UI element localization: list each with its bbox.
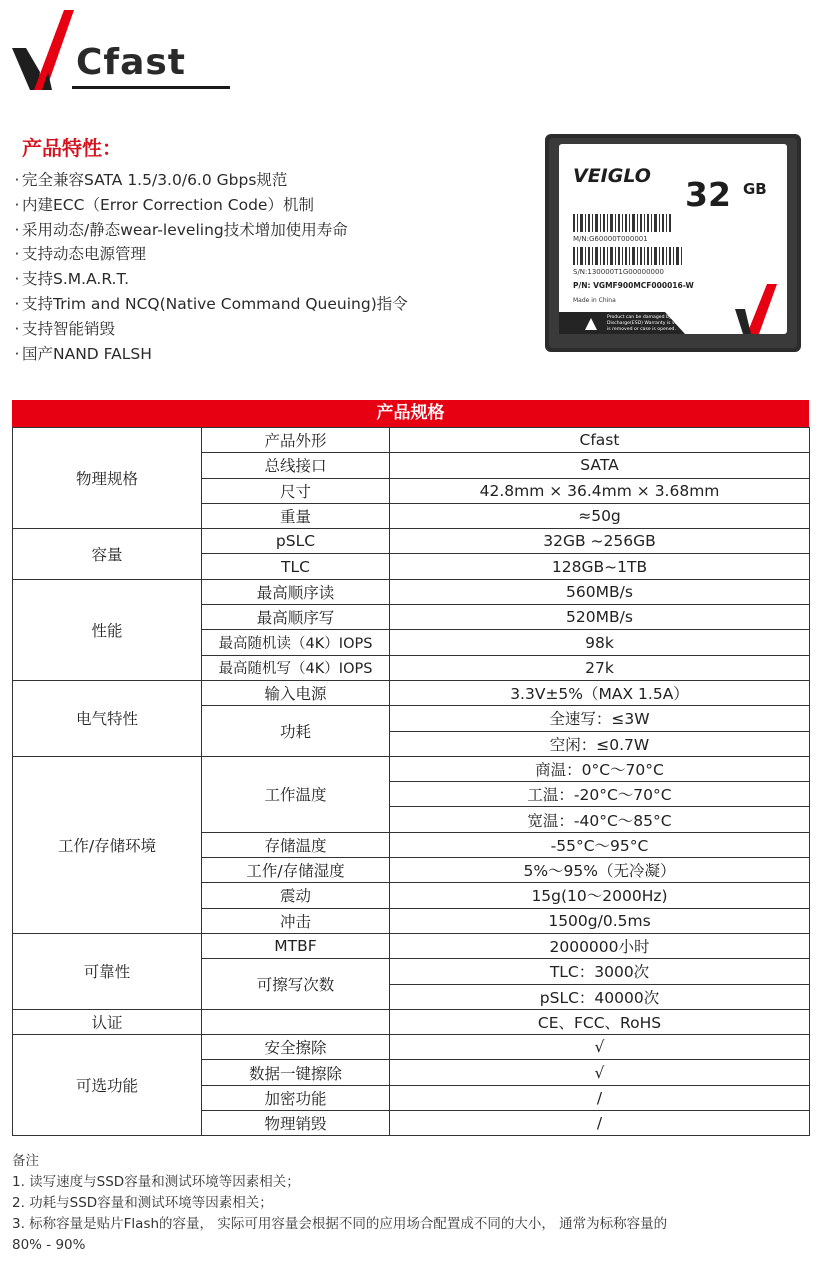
- spec-value: 98k: [390, 630, 810, 655]
- group-optional: 可选功能: [13, 1035, 202, 1136]
- feature-item: · 内建ECC（Error Correction Code）机制: [14, 195, 314, 214]
- spec-value: 2000000小时: [390, 933, 810, 958]
- spec-value: 128GB~1TB: [390, 554, 810, 579]
- spec-label: 尺寸: [202, 478, 390, 503]
- card-capacity: 32: [685, 175, 731, 214]
- spec-label: 震动: [202, 883, 390, 908]
- spec-table: [12, 427, 810, 1136]
- spec-value: 空闲：≤0.7W: [390, 731, 810, 756]
- feature-item: · 采用动态/静态wear-leveling技术增加使用寿命: [14, 220, 348, 239]
- spec-label: 工作温度: [202, 756, 390, 832]
- spec-value: √: [390, 1060, 810, 1085]
- spec-label: 加密功能: [202, 1085, 390, 1110]
- feature-item: · 支持动态电源管理: [14, 245, 147, 264]
- table-row: [13, 933, 810, 958]
- spec-value: 520MB/s: [390, 605, 810, 630]
- spec-label: 冲击: [202, 908, 390, 933]
- feature-item: · 支持Trim and NCQ(Native Command Queuing)指令: [14, 294, 408, 313]
- spec-label: pSLC: [202, 529, 390, 554]
- group-certification: 认证: [13, 1009, 202, 1034]
- spec-label: 数据一键擦除: [202, 1060, 390, 1085]
- spec-value: √: [390, 1035, 810, 1060]
- spec-value: /: [390, 1111, 810, 1136]
- spec-value: /: [390, 1085, 810, 1110]
- group-reliability: 可靠性: [13, 933, 202, 1009]
- group-environment: 工作/存储环境: [13, 756, 202, 933]
- spec-value: TLC：3000次: [390, 959, 810, 984]
- card-pn: P/N: VGMF900MCF000016-W: [573, 281, 694, 290]
- spec-table-title: 产品规格: [12, 400, 809, 427]
- features-list: [12, 168, 408, 366]
- spec-value: 15g(10～2000Hz): [390, 883, 810, 908]
- spec-label: 重量: [202, 503, 390, 528]
- spec-value: 1500g/0.5ms: [390, 908, 810, 933]
- spec-value: ≈50g: [390, 503, 810, 528]
- spec-label: 可擦写次数: [202, 959, 390, 1010]
- title-underline: [72, 86, 230, 89]
- group-physical: 物理规格: [13, 428, 202, 529]
- group-performance: 性能: [13, 579, 202, 680]
- feature-item: · 完全兼容SATA 1.5/3.0/6.0 Gbps规范: [14, 171, 288, 189]
- table-row: [13, 529, 810, 554]
- spec-label: 安全擦除: [202, 1035, 390, 1060]
- card-esd-2: Discharge(ESD) Warranty is void if label: [607, 321, 699, 326]
- spec-label: 最高顺序读: [202, 579, 390, 604]
- card-sn: S/N:130000T1G00000000: [573, 268, 664, 276]
- spec-value: CE、FCC、RoHS: [390, 1009, 810, 1034]
- spec-label: 工作/存储湿度: [202, 858, 390, 883]
- spec-label: 物理销毁: [202, 1111, 390, 1136]
- spec-value: 560MB/s: [390, 579, 810, 604]
- card-mn: M/N:G60000T000001: [573, 235, 648, 243]
- feature-item: · 国产NAND FALSH: [14, 344, 152, 363]
- spec-label: 输入电源: [202, 680, 390, 705]
- spec-value: 42.8mm × 36.4mm × 3.68mm: [390, 478, 810, 503]
- group-capacity: 容量: [13, 529, 202, 580]
- card-capacity-unit: GB: [743, 180, 767, 198]
- note-item: 3. 标称容量是贴片Flash的容量， 实际可用容量会根据不同的应用场合配置成不同的大小， 通常为标称容量的: [12, 1216, 668, 1232]
- features-heading: 产品特性：: [22, 136, 122, 160]
- spec-value: 商温：0°C～70°C: [390, 756, 810, 781]
- product-card-image: [545, 134, 801, 352]
- note-item: 80% - 90%: [12, 1237, 86, 1253]
- spec-value: 32GB ~256GB: [390, 529, 810, 554]
- spec-label: 存储温度: [202, 832, 390, 857]
- group-electrical: 电气特性: [13, 680, 202, 756]
- spec-label: TLC: [202, 554, 390, 579]
- spec-label: 功耗: [202, 706, 390, 757]
- table-row: [13, 1009, 810, 1034]
- spec-label: 最高顺序写: [202, 605, 390, 630]
- card-made: Made in China: [573, 297, 616, 304]
- spec-label: 产品外形: [202, 428, 390, 453]
- spec-label: 最高随机写（4K）IOPS: [202, 655, 390, 680]
- spec-value: Cfast: [390, 428, 810, 453]
- notes-heading: 备注: [12, 1153, 39, 1169]
- table-row: [13, 1035, 810, 1060]
- spec-label: 最高随机读（4K）IOPS: [202, 630, 390, 655]
- spec-value: -55°C～95°C: [390, 832, 810, 857]
- page-title: Cfast: [76, 42, 187, 83]
- note-item: 1. 读写速度与SSD容量和测试环境等因素相关；: [12, 1174, 300, 1190]
- table-row: [13, 579, 810, 604]
- spec-value: SATA: [390, 453, 810, 478]
- table-row: [13, 428, 810, 453]
- feature-item: · 支持S.M.A.R.T.: [14, 270, 130, 289]
- spec-value: 宽温：-40°C～85°C: [390, 807, 810, 832]
- card-esd-1: Product can be damaged by Electrostatic: [607, 315, 702, 320]
- card-esd-3: is removed or case is opened.: [607, 327, 676, 332]
- spec-label-empty: [202, 1009, 390, 1034]
- feature-item: · 支持智能销毁: [14, 319, 116, 338]
- spec-value: 5%～95%（无冷凝）: [390, 858, 810, 883]
- spec-value: pSLC：40000次: [390, 984, 810, 1009]
- spec-label: MTBF: [202, 933, 390, 958]
- spec-value: 27k: [390, 655, 810, 680]
- notes-section: [12, 1151, 822, 1256]
- table-row: [13, 756, 810, 781]
- spec-value: 工温：-20°C～70°C: [390, 782, 810, 807]
- spec-label: 总线接口: [202, 453, 390, 478]
- card-brand: VEIGLO: [573, 165, 651, 187]
- spec-value: 3.3V±5%（MAX 1.5A）: [390, 680, 810, 705]
- table-row: [13, 680, 810, 705]
- note-item: 2. 功耗与SSD容量和测试环境等因素相关；: [12, 1195, 273, 1211]
- brand-logo-icon: [12, 10, 82, 90]
- spec-value: 全速写：≤3W: [390, 706, 810, 731]
